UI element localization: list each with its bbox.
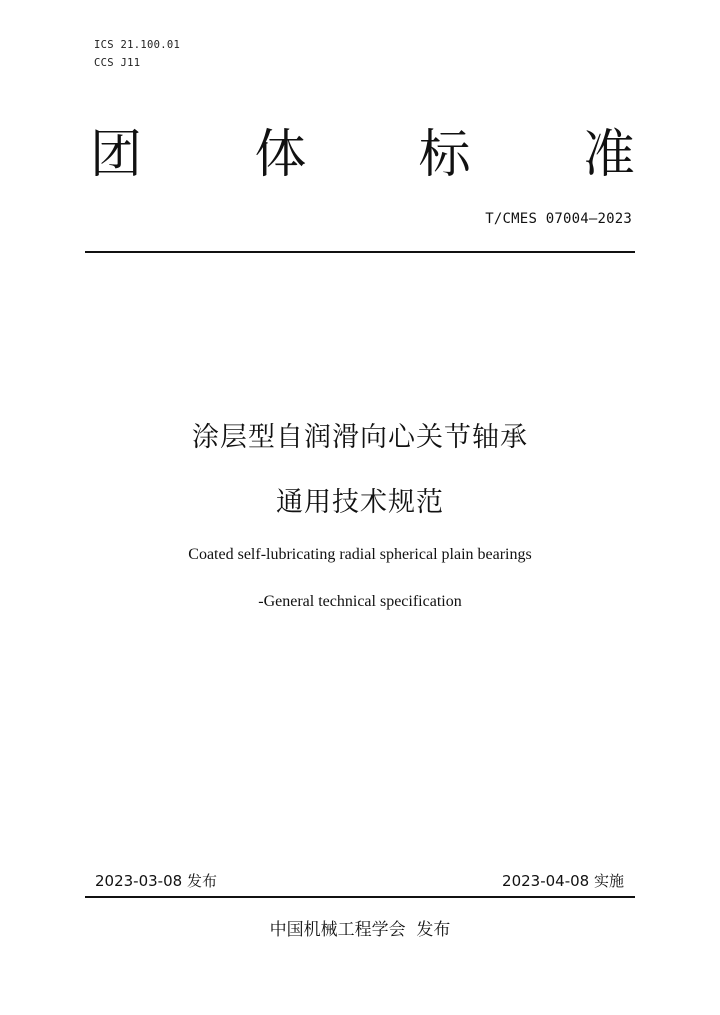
top-divider <box>85 251 635 253</box>
standard-code: T/CMES 07004—2023 <box>485 211 632 227</box>
ics-code: ICS 21.100.01 <box>94 39 181 51</box>
standard-type-char-2: 体 <box>254 125 307 185</box>
bottom-divider <box>85 896 635 898</box>
implementation-date: 2023-04-08 实施 <box>502 872 624 890</box>
english-title-line-2: -General technical specification <box>258 593 462 610</box>
standard-type-char-4: 准 <box>582 125 635 185</box>
standard-type-char-3: 标 <box>418 125 471 185</box>
chinese-title-line-2: 通用技术规范 <box>276 487 444 518</box>
english-title-line-1: Coated self-lubricating radial spherical plain bearings <box>188 546 532 563</box>
standard-type-title <box>90 120 635 190</box>
issue-date: 2023-03-08 发布 <box>95 872 217 890</box>
chinese-title-line-1: 涂层型自润滑向心关节轴承 <box>192 422 528 453</box>
ccs-code: CCS J11 <box>94 57 141 69</box>
publisher: 中国机械工程学会 发布 <box>269 920 451 940</box>
standard-type-char-1: 团 <box>90 125 143 185</box>
